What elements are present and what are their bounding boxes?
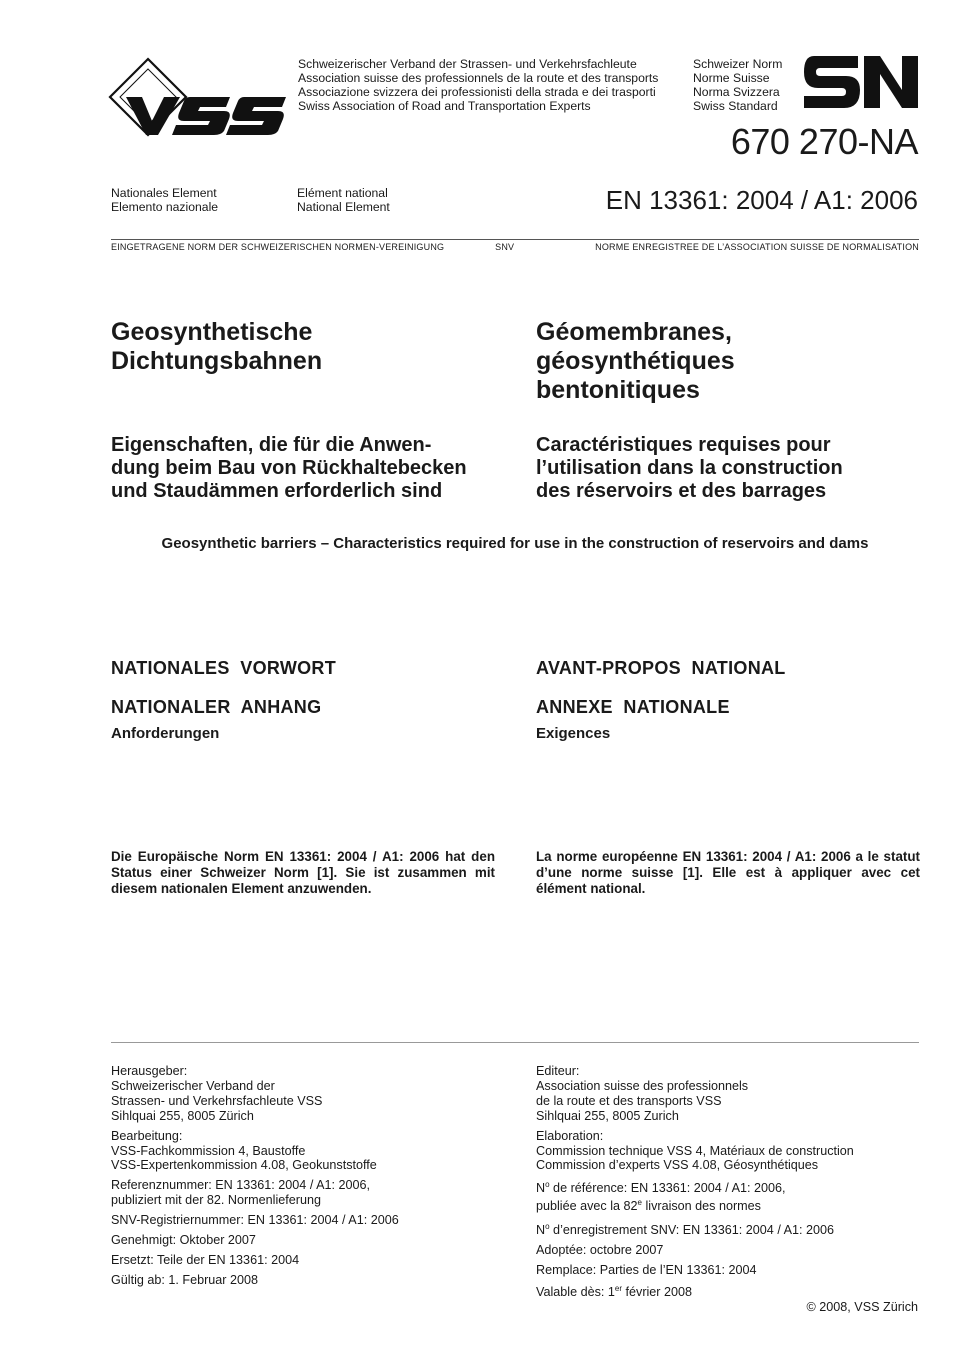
title-en: Geosynthetic barriers – Characteristics required for use in the construction of reservoirs and dams [161,535,869,552]
title-de [111,318,322,376]
imprint-publisher: Editeur: Association suisse des professionnels de la route et des transports VSS Sihlquai 255, 8005 Zurich [536,1064,749,1123]
imprint-reference: Referenznummer: EN 13361: 2004 / A1: 2006, publiziert mit der 82. Normenlieferung [111,1178,371,1208]
annex-subheading-de: Anforderungen [111,725,220,742]
imprint-valid: Gültig ab: 1. Februar 2008 [111,1272,259,1287]
valid-text: février 2008 [622,1285,693,1300]
subtitle-fr [536,434,843,503]
reference-edition-text: livraison des normes [641,1199,761,1214]
standard-name-it: Norma Svizzera [693,85,780,99]
reference-edition-sup: e [637,1198,642,1208]
standard-type-names [693,57,782,113]
vss-logo [108,57,290,141]
valid-sup: er [614,1284,623,1294]
title-fr [536,318,735,405]
intro-paragraph-fr: La norme européenne EN 13361: 2004 / A1: 2006 a le statut d’une norme suisse [1]. Elle est à appliquer avec cet élément national. [536,849,920,896]
reference-edition-prefix: publiée avec la 82 [536,1199,638,1214]
subtitle-de-line: und Staudämmen erforderlich sind [111,480,443,502]
imprint-approved: Genehmigt: Oktober 2007 [111,1233,256,1248]
org-name-en: Swiss Association of Road and Transportation Experts [298,99,591,113]
standard-number: 670 270-NA [730,121,918,162]
subtitle-fr-line: l’utilisation dans la construction [536,457,843,479]
title-de-line: Geosynthetische [111,318,313,346]
copyright: © 2008, VSS Zürich [806,1300,918,1314]
standard-name-fr: Norme Suisse [693,71,770,85]
national-element-fr: Elément national [297,186,388,200]
registration-no-sup: o [545,1221,550,1231]
intro-paragraph-de: Die Europäische Norm EN 13361: 2004 / A1: 2006 hat den Status einer Schweizer Norm [1]. Sie ist zusammen mit diesem nationalen Element anzuwenden. [111,849,495,896]
registration-no-text: d’enregistrement SNV: EN 13361: 2004 / A1: 2006 [549,1222,835,1237]
registration-de: EINGETRAGENE NORM DER SCHWEIZERISCHEN NORMEN-VEREINIGUNG [111,242,445,252]
sn-logo [804,56,920,108]
annex-heading-de: NATIONALER ANHANG [111,697,322,717]
annex-heading-fr: ANNEXE NATIONALE [536,697,730,717]
subtitle-de [111,434,467,503]
imprint-registration: SNV-Registriernummer: EN 13361: 2004 / A1: 2006 [111,1213,399,1228]
registration-snv: SNV [495,242,515,252]
title-fr-line: Géomembranes, [536,318,732,346]
reference-no-sup: o [545,1180,550,1190]
imprint-registration [536,1220,936,1238]
org-name-fr: Association suisse des professionnels de la route et des transports [298,71,659,85]
standard-name-en: Swiss Standard [693,99,778,113]
title-de-line: Dichtungsbahnen [111,347,323,375]
imprint-editing: Bearbeitung: VSS-Fachkommission 4, Baustoffe VSS-Expertenkommission 4.08, Geokunststoffe [111,1128,377,1173]
title-fr-line: bentonitiques [536,376,700,404]
imprint-publisher: Herausgeber: Schweizerischer Verband der Strassen- und Verkehrsfachleute VSS Sihlquai 255, 8005 Zürich [111,1064,323,1123]
foreword-heading-fr: AVANT-PROPOS NATIONAL [536,658,786,678]
en-reference: EN 13361: 2004 / A1: 2006 [605,185,918,215]
imprint-fr [536,1064,936,1306]
imprint-divider [111,1042,919,1043]
subtitle-fr-line: des réservoirs et des barrages [536,480,827,502]
standard-name-de: Schweizer Norm [693,57,783,71]
national-element-it: Elemento nazionale [111,200,219,214]
title-fr-line: géosynthétiques [536,347,735,375]
header-divider [111,239,919,240]
annex-subheading-fr: Exigences [536,725,611,742]
organization-names [298,57,658,113]
org-name-de: Schweizerischer Verband der Strassen- und Verkehrsfachleute [298,57,637,71]
imprint-valid [536,1282,936,1300]
imprint-approved: Adoptée: octobre 2007 [536,1242,664,1257]
imprint-replaces: Remplace: Parties de l’EN 13361: 2004 [536,1262,757,1277]
org-name-it: Associazione svizzera dei professionisti della strada e dei trasporti [298,85,656,99]
imprint-replaces: Ersetzt: Teile der EN 13361: 2004 [111,1252,300,1267]
national-element-de: Nationales Element [111,186,217,200]
registration-no-prefix: N [536,1222,546,1237]
national-element-labels-fr-en [297,186,390,214]
subtitle-fr-line: Caractéristiques requises pour [536,434,831,456]
reference-no-prefix: N [536,1181,546,1196]
imprint-de [111,1064,511,1293]
registration-line [111,242,919,252]
imprint-reference [536,1178,936,1214]
subtitle-de-line: Eigenschaften, die für die Anwen- [111,434,432,456]
imprint-editing: Elaboration: Commission technique VSS 4, Matériaux de construction Commission d’experts VSS 4.08, Géosynthétiques [536,1128,854,1173]
reference-no-text: de référence: EN 13361: 2004 / A1: 2006, [549,1181,786,1196]
foreword-heading-de: NATIONALES VORWORT [111,658,337,678]
national-element-en: National Element [297,200,390,214]
valid-prefix: Valable dès: 1 [536,1285,615,1300]
national-element-labels-de-it [111,186,218,214]
registration-fr: NORME ENREGISTREE DE L’ASSOCIATION SUISSE DE NORMALISATION [595,242,919,252]
subtitle-de-line: dung beim Bau von Rückhaltebecken [111,457,467,479]
